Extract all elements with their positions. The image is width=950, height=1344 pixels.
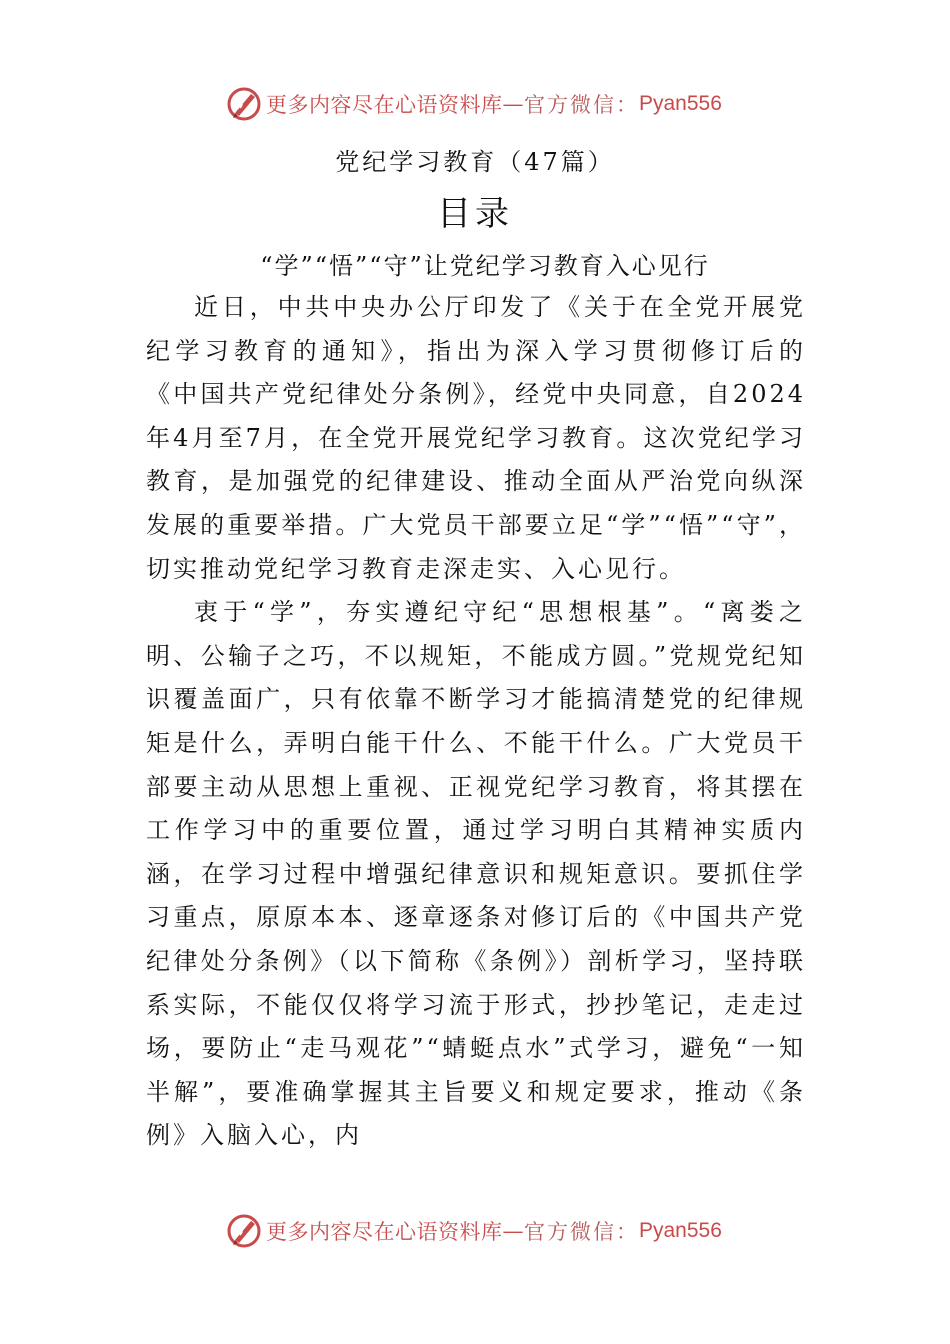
watermark-wechat-label: 官方微信： (524, 1220, 639, 1244)
watermark-wechat-id: Pyan556 (639, 92, 722, 115)
watermark-separator: — (502, 1219, 524, 1243)
pen-logo-icon (226, 86, 262, 122)
paragraph: 近日，中共中央办公厅印发了《关于在全党开展党纪学习教育的通知》，指出为深入学习贯彻修订后的《中国共产党纪律处分条例》，经党中央同意，自2024年4月至7月，在全党开展党纪学习教育。这次党纪学习教育，是加强党的纪律建设、推动全面从严治党向纵深发展的重要举措。广大党员干部要立足“学”“悟”“守”，切实推动党纪学习教育走深走实、入心见行。 (146, 293, 806, 583)
watermark-site-text: 更多内容尽在心语资料库 (266, 93, 503, 117)
watermark-wechat-id: Pyan556 (639, 1219, 722, 1242)
paragraph: 衷于“学”，夯实遵纪守纪“思想根基”。“离娄之明、公输子之巧，不以规矩，不能成方圆。”党规党纪知识覆盖面广，只有依靠不断学习才能搞清楚党的纪律规矩是什么，弄明白能干什么、不能干什么。广大党员干部要主动从思想上重视、正视党纪学习教育，将其摆在工作学习中的重要位置，通过学习明白其精神实质内涵，在学习过程中增强纪律意识和规矩意识。要抓住学习重点，原原本本、逐章逐条对修订后的《中国共产党纪律处分条例》（以下简称《条例》）剖析学习，坚持联系实际，不能仅仅将学习流于形式，抄抄笔记，走走过场，要防止“走马观花”“蜻蜓点水”式学习，避免“一知半解”，要准确掌握其主旨要义和规定要求，推动《条例》入脑入心，内 (146, 598, 806, 1150)
watermark-wechat-label: 官方微信： (524, 93, 639, 117)
article-body (146, 286, 806, 1158)
document-title: 党纪学习教育（47篇） (335, 148, 615, 176)
article-title: “学”“悟”“守”让党纪学习教育入心见行 (260, 252, 710, 280)
header-watermark (226, 84, 746, 124)
pen-logo-icon (226, 1213, 262, 1249)
watermark-site-text: 更多内容尽在心语资料库 (266, 1220, 503, 1244)
toc-heading: 目录 (437, 194, 513, 234)
footer-watermark (226, 1211, 746, 1251)
watermark-separator: — (502, 92, 524, 116)
